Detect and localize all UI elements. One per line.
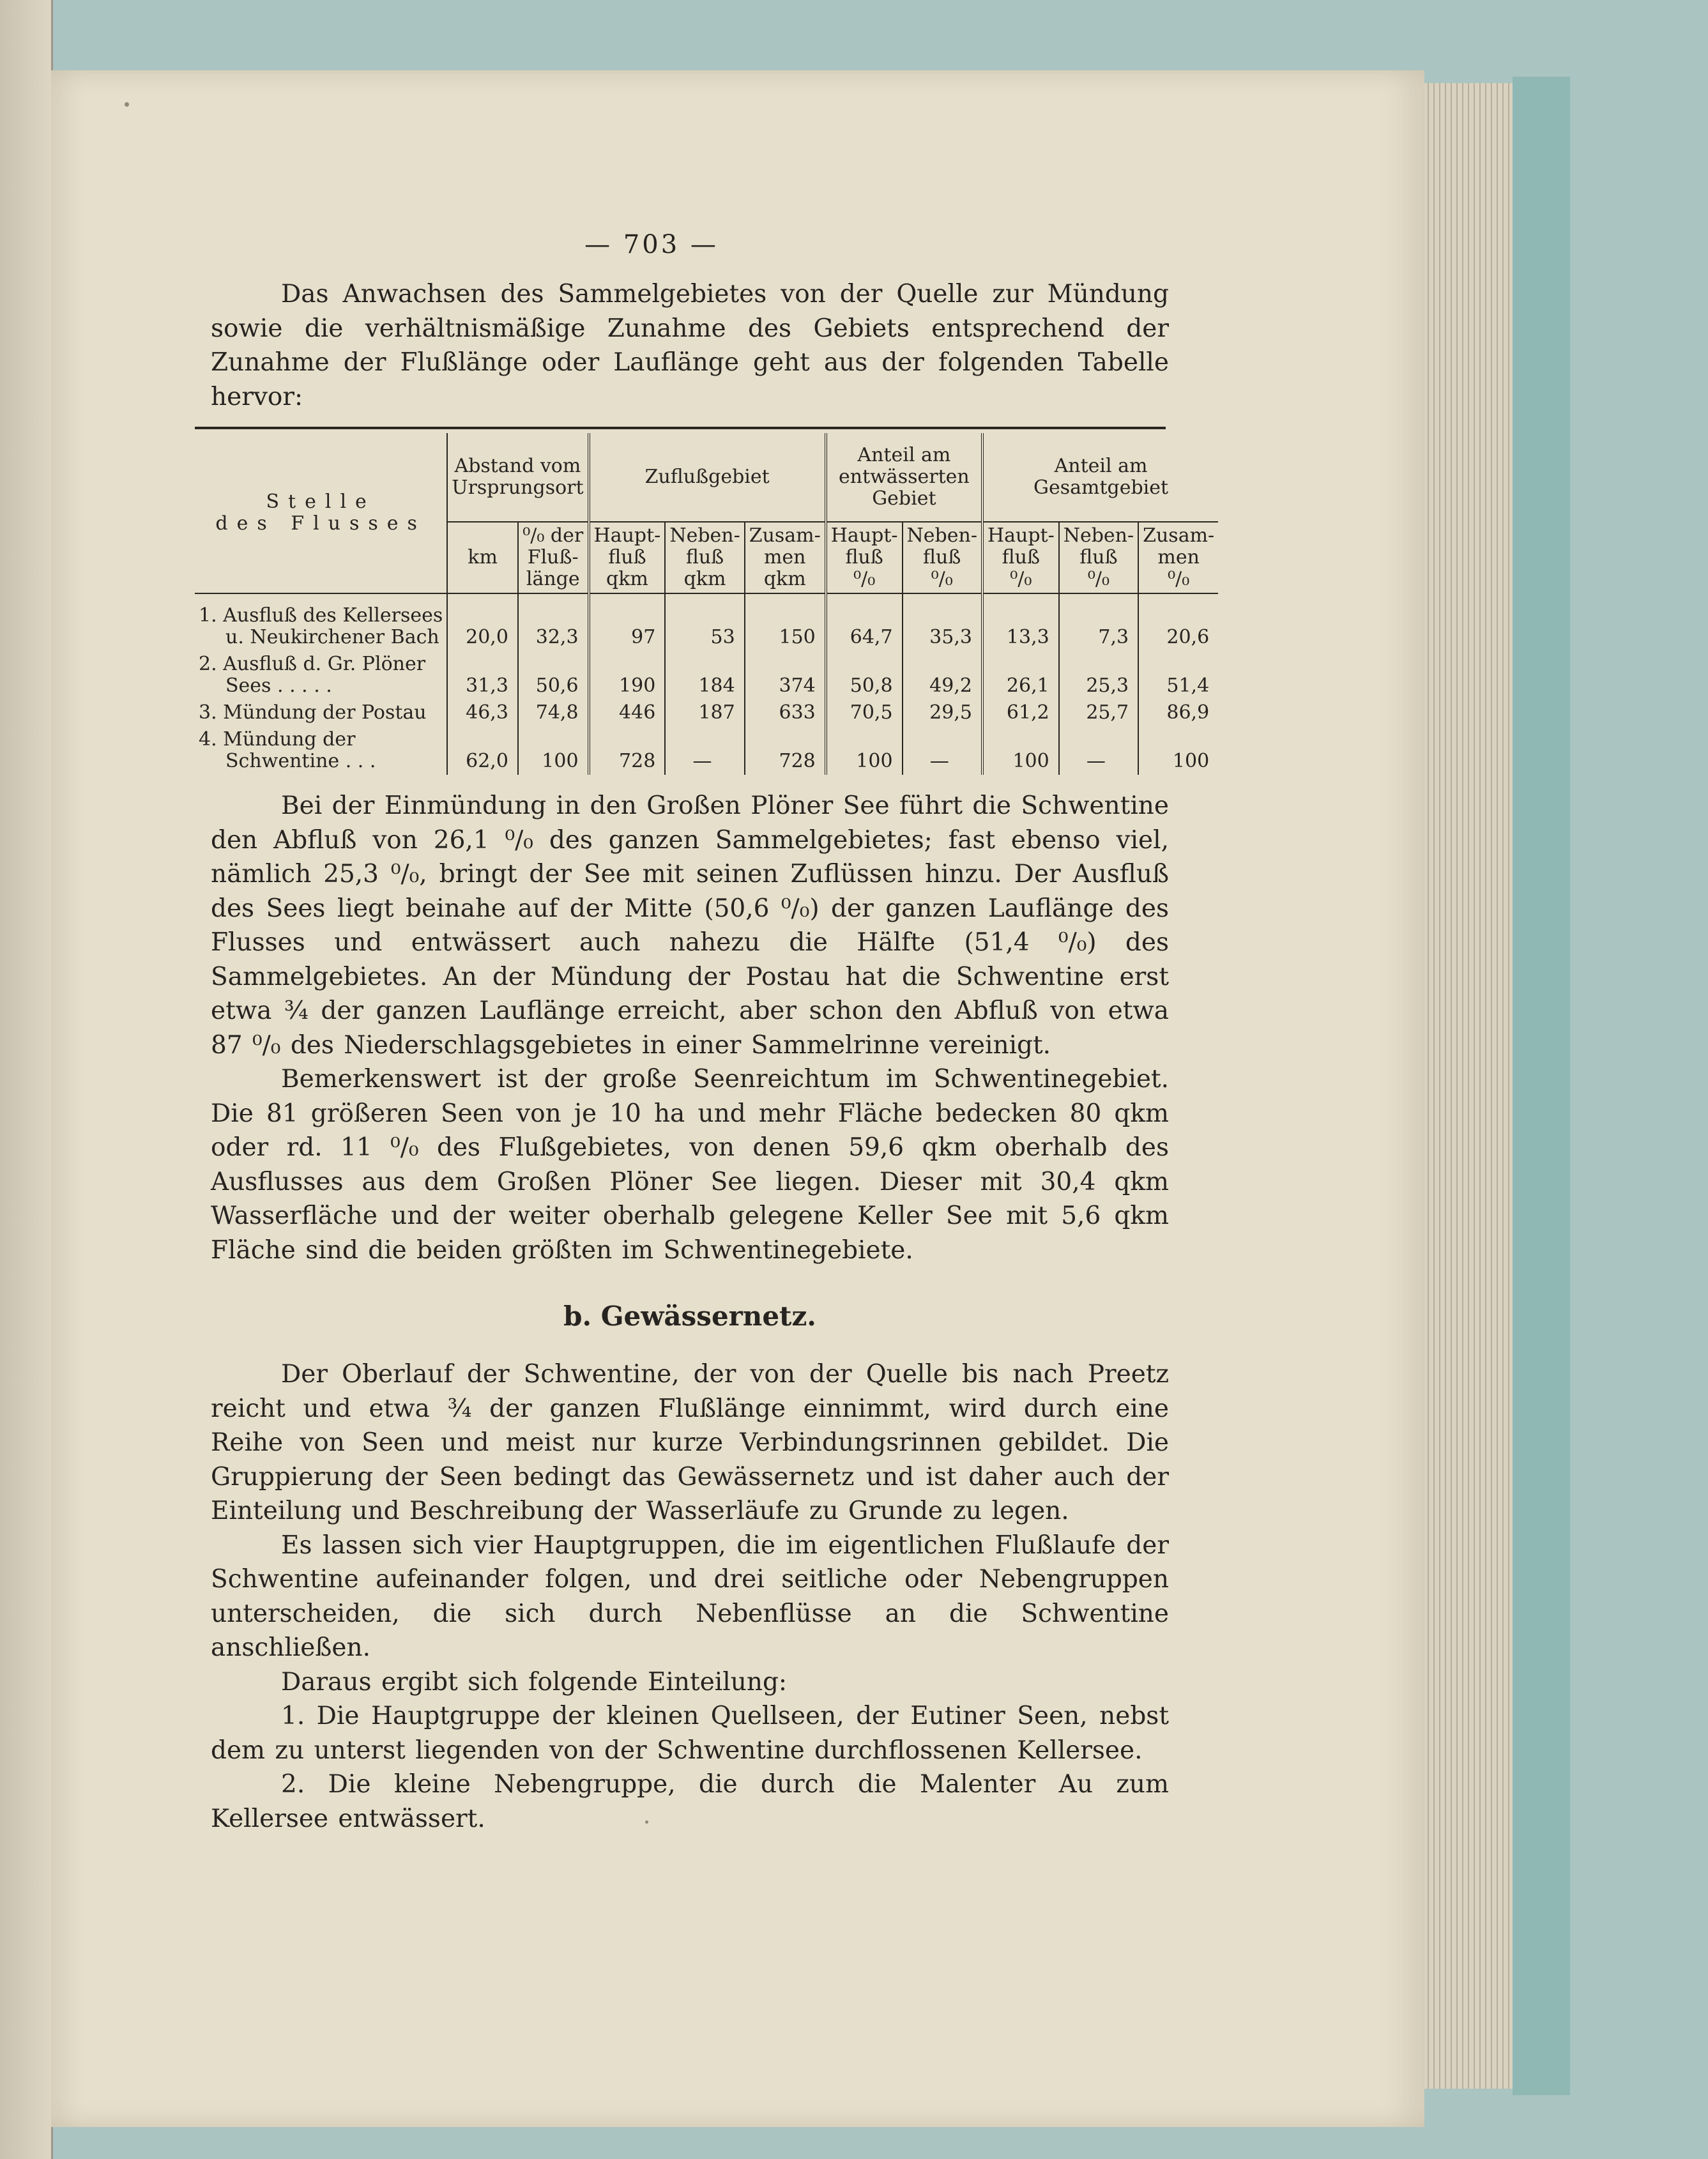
paragraph-oberlauf: Der Oberlauf der Schwentine, der von der Quelle bis nach Preetz reicht und etwa ¾ der ganzen Flußlänge einnimmt, wird durch eine Reihe von Seen und meist nur kurze Verbindungsrinnen gebildet. Die Gruppierung der Seen bedingt das Gewässernetz und ist daher auch der Einteilung und Beschreibung der Wasserläufe zu Grunde zu legen. <box>211 1360 1169 1525</box>
table-row <box>195 602 1218 651</box>
page-stack-edges <box>1423 83 1513 2089</box>
table-cell: 374 <box>745 651 826 699</box>
subheader-label: men <box>1157 546 1200 568</box>
table-cell: 32,3 <box>518 602 589 651</box>
table-cell: 100 <box>982 726 1059 775</box>
row-label-line1: 3. Mündung der Postau <box>199 701 427 724</box>
subheader-label: länge <box>526 568 580 590</box>
table-cell: 35,3 <box>903 602 982 651</box>
subheader-zusammen-qkm <box>745 522 826 593</box>
subheader-label: Neben- <box>669 524 740 547</box>
subheader-pct-flusslaenge <box>518 522 589 593</box>
subheader-label: Haupt- <box>830 524 898 547</box>
subheader-nebenfluss-qkm <box>665 522 744 593</box>
table-cell: 187 <box>665 699 744 726</box>
table-cell: 97 <box>589 602 666 651</box>
subheader-label: Neben- <box>906 524 977 547</box>
subheader-label: qkm <box>606 568 648 590</box>
table-cell: 25,7 <box>1059 699 1138 726</box>
paragraph-ausfluss: Bei der Einmündung in den Großen Plöner See führt die Schwentine den Abfluß von 26,1 ⁰/₀ des ganzen Sammelgebietes; fast ebenso viel, nämlich 25,3 ⁰/₀, bringt der See mit seinen Zuflüssen hinzu. Der Ausfluß des Sees liegt beinahe auf der Mitte (50,6 ⁰/₀) der ganzen Lauflänge des Flusses und entwässert auch nahezu die Hälfte (51,4 ⁰/₀) des Sammelgebietes. An der Mündung der Postau hat die Schwentine erst etwa ¾ der ganzen Lauflänge erreicht, aber schon den Abfluß von etwa 87 ⁰/₀ des Niederschlagsgebietes in einer Sammelrinne vereinigt. <box>211 791 1169 1060</box>
table-cell: 50,8 <box>826 651 903 699</box>
data-table <box>195 433 1218 775</box>
header-anteil-entwaessert: Anteil am entwässerten Gebiet <box>826 433 982 522</box>
subheader-label: ⁰/₀ <box>1168 568 1190 590</box>
table-cell: 190 <box>589 651 666 699</box>
table-header-row-1 <box>195 433 1218 522</box>
list-item-2: 2. Die kleine Nebengruppe, die durch die Malenter Au zum Kellersee entwässert. <box>211 1770 1169 1833</box>
table-cell: 62,0 <box>447 726 518 775</box>
facing-page-edge <box>0 0 53 2159</box>
subheader-label: fluß <box>845 546 883 568</box>
table-cell: 100 <box>826 726 903 775</box>
page-content <box>199 230 1215 1836</box>
subheader-label: Neben- <box>1063 524 1134 547</box>
paragraph-einteilung: Daraus ergibt sich folgende Einteilung: <box>281 1667 788 1697</box>
table-top-rule <box>195 427 1166 429</box>
table-cell: 184 <box>665 651 744 699</box>
data-table-wrapper <box>199 427 1215 775</box>
row-label <box>195 726 447 775</box>
intro-paragraph: Das Anwachsen des Sammelgebietes von der Quelle zur Mündung sowie die verhältnismäßige Zunahme des Gebiets entsprechend der Zunahme der Flußlänge oder Lauflänge geht aus der folgenden Tabelle hervor: <box>211 280 1169 411</box>
table-cell: 49,2 <box>903 651 982 699</box>
section-heading: b. Gewässernetz. <box>563 1301 816 1332</box>
row-label-line1: 1. Ausfluß des Kellersees <box>199 604 443 627</box>
subheader-label: fluß <box>608 546 646 568</box>
header-stelle-line1: Stelle <box>266 491 376 513</box>
row-label <box>195 602 447 651</box>
subheader-label: ⁰/₀ <box>1087 568 1110 590</box>
subheader-label: fluß <box>923 546 961 568</box>
subheader-label: Zusam- <box>749 524 821 547</box>
header-stelle-line2: des Flusses <box>215 512 426 535</box>
subheader-label: fluß <box>1079 546 1118 568</box>
table-cell: — <box>1059 726 1138 775</box>
subheader-km <box>447 522 518 593</box>
row-label-line2: u. Neukirchener Bach <box>225 626 439 648</box>
table-cell: 728 <box>589 726 666 775</box>
table-row <box>195 651 1218 699</box>
subheader-label: Haupt- <box>987 524 1055 547</box>
table-cell: 13,3 <box>982 602 1059 651</box>
subheader-zusammen-pct-gesamt <box>1138 522 1218 593</box>
row-label <box>195 699 447 726</box>
subheader-label: ⁰/₀ <box>853 568 876 590</box>
table-cell: 29,5 <box>903 699 982 726</box>
row-label-line2: Sees . . . . . <box>225 675 332 697</box>
table-cell: 446 <box>589 699 666 726</box>
table-cell: 70,5 <box>826 699 903 726</box>
table-cell: 150 <box>745 602 826 651</box>
table-cell: 74,8 <box>518 699 589 726</box>
table-cell: 7,3 <box>1059 602 1138 651</box>
row-label-line1: 4. Mündung der <box>199 728 356 751</box>
row-label-line1: 2. Ausfluß d. Gr. Plöner <box>199 653 426 675</box>
ink-speck <box>125 102 129 107</box>
subheader-label: Zusam- <box>1143 524 1215 547</box>
subheader-label: fluß <box>685 546 724 568</box>
table-row <box>195 699 1218 726</box>
header-anteil-gesamt: Anteil am Gesamtgebiet <box>982 433 1218 522</box>
row-label-line2: Schwentine . . . <box>225 750 376 772</box>
table-cell: 53 <box>665 602 744 651</box>
subheader-hauptfluss-qkm <box>589 522 666 593</box>
row-label <box>195 651 447 699</box>
table-cell: 633 <box>745 699 826 726</box>
subheader-label: ⁰/₀ <box>1010 568 1032 590</box>
subheader-nebenfluss-pct-gesamt <box>1059 522 1138 593</box>
table-cell: 86,9 <box>1138 699 1218 726</box>
table-cell: 20,6 <box>1138 602 1218 651</box>
table-cell: 100 <box>518 726 589 775</box>
table-cell: 100 <box>1138 726 1218 775</box>
subheader-label: fluß <box>1002 546 1041 568</box>
paragraph-seenreichtum: Bemerkenswert ist der große Seenreichtum im Schwentinegebiet. Die 81 größeren Seen von je 10 ha und mehr Fläche bedecken 80 qkm oder rd. 11 ⁰/₀ des Flußgebietes, von denen 59,6 qkm oberhalb des Ausflusses aus dem Großen Plöner See liegen. Dieser mit 30,4 qkm Wasserfläche und der weiter oberhalb gelegene Keller See mit 5,6 qkm Fläche sind die beiden größten im Schwentinegebiete. <box>211 1065 1169 1265</box>
table-cell: 31,3 <box>447 651 518 699</box>
subheader-label: men <box>763 546 806 568</box>
table-cell: — <box>665 726 744 775</box>
list-item-1: 1. Die Hauptgruppe der kleinen Quellseen, der Eutiner Seen, nebst dem zu unterst liegenden von der Schwentine durchflossenen Kellersee. <box>211 1702 1169 1765</box>
subheader-label: Fluß- <box>527 546 579 568</box>
subheader-label: qkm <box>763 568 806 590</box>
subheader-hauptfluss-pct-gesamt <box>982 522 1059 593</box>
paragraph-hauptgruppen: Es lassen sich vier Hauptgruppen, die im eigentlichen Flußlaufe der Schwentine aufeinander folgen, und drei seitliche oder Nebengruppen unterscheiden, die sich durch Nebenflüsse an die Schwentine anschließen. <box>211 1530 1169 1662</box>
table-cell: 61,2 <box>982 699 1059 726</box>
subheader-label: km <box>468 546 498 568</box>
table-cell: 51,4 <box>1138 651 1218 699</box>
subheader-label: ⁰/₀ der <box>522 524 584 547</box>
subheader-label: ⁰/₀ <box>931 568 953 590</box>
book-cover-right <box>1513 77 1570 2095</box>
subheader-nebenfluss-pct-entw <box>903 522 982 593</box>
table-cell: 46,3 <box>447 699 518 726</box>
subheader-label: Haupt- <box>593 524 661 547</box>
header-stelle <box>195 433 447 593</box>
ink-speck <box>645 1820 648 1824</box>
header-abstand: Abstand vom Ursprungsort <box>447 433 588 522</box>
table-cell: 26,1 <box>982 651 1059 699</box>
header-zufluss: Zuflußgebiet <box>589 433 826 522</box>
table-row <box>195 726 1218 775</box>
table-cell: 50,6 <box>518 651 589 699</box>
table-spacer-row <box>195 593 1218 602</box>
table-cell: 64,7 <box>826 602 903 651</box>
table-cell: 25,3 <box>1059 651 1138 699</box>
table-cell: 728 <box>745 726 826 775</box>
subheader-label: qkm <box>683 568 726 590</box>
page-number: — 703 — <box>584 230 719 259</box>
subheader-hauptfluss-pct-entw <box>826 522 903 593</box>
table-cell: 20,0 <box>447 602 518 651</box>
table-cell: — <box>903 726 982 775</box>
